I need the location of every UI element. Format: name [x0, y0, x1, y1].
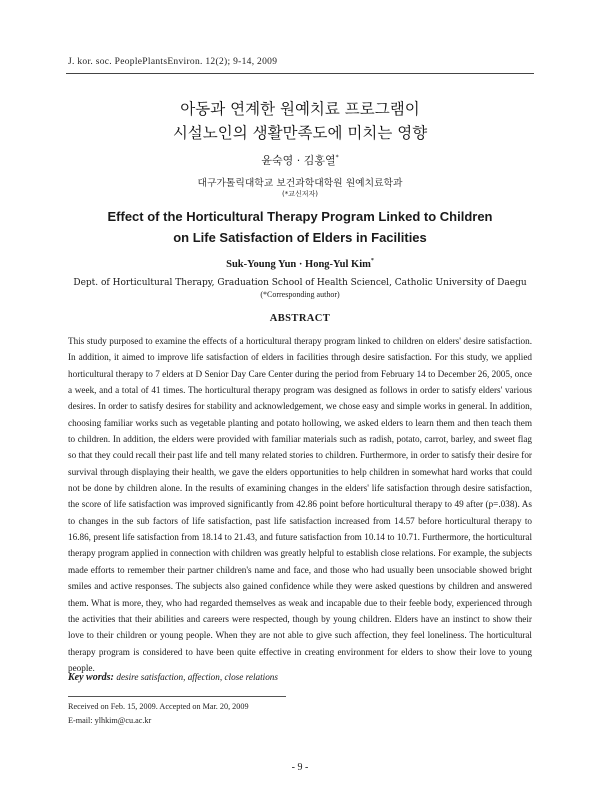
english-author-names: Suk-Young Yun · Hong-Yul Kim	[226, 259, 371, 270]
english-authors	[0, 258, 600, 270]
footnote-rule	[68, 696, 286, 697]
english-author-mark: *	[370, 258, 374, 264]
english-affiliation: Dept. of Horticultural Therapy, Graduation School of Health Sciencel, Catholic University of Daegu	[73, 278, 527, 288]
korean-author-names: 윤숙영 · 김홍열	[261, 154, 336, 167]
keywords-value: desire satisfaction, affection, close relations	[116, 672, 278, 682]
english-title-line-2: on Life Satisfaction of Elders in Facilities	[173, 230, 427, 245]
english-title-line-1: Effect of the Horticultural Therapy Program Linked to Children	[107, 209, 493, 224]
email-note: E-mail: ylhkim@cu.ac.kr	[68, 716, 152, 725]
abstract-heading: ABSTRACT	[269, 313, 331, 324]
korean-authors	[0, 152, 600, 168]
page-number: - 9 -	[291, 762, 309, 773]
english-title	[0, 206, 600, 248]
korean-title-line-1: 아동과 연계한 원예치료 프로그램이	[180, 100, 420, 118]
korean-author-mark: *	[335, 154, 339, 161]
korean-affiliation: 대구가톨릭대학교 보건과학대학원 원예치료학과	[197, 178, 403, 189]
header-rule	[66, 73, 534, 74]
abstract-body: This study purposed to examine the effects of a horticultural therapy program linked to children on elders' desire satisfaction. In addition, it aimed to improve life satisfaction of elders in facilities through desire satisfaction. For this study, we applied horticultural therapy to 7 elders at D Senior Day Care Center during the period from February 14 to December 26, 2005, once a week, and a total of 41 times. The horticultural therapy program was designed as follows in order to satisfy elders' various desires. In order to satisfy desires for stability and acknowledgement, we chose easy and simple works in general. In addition, choosing familiar works such as vegetable planting and potato hollowing, we asked elders to learn them and then teach them to children. In addition, the elders were provided with familiar materials such as radish, potato, carrot, barley, and sweet flag so that they could recall their past life and tell many related stories to children. Furthermore, in order to satisfy their desire for survival through displaying their health, we gave the elders opportunities to help children in somewhat hard works that could not be done by children alone. In the results of examining changes in the elders' life satisfaction through desire satisfaction, the score of life satisfaction was improved significantly from 42.86 point before horticultural therapy to 49 after (p=.038). As to changes in the sub factors of life satisfaction, past life satisfaction increased from 14.57 before horticultural therapy to 16.86, present life satisfaction from 18.14 to 21.43, and future satisfaction from 10.14 to 10.71. Furthermore, the horticultural therapy program applied in connection with children was greatly helpful to establish close relations. For example, the subjects made efforts to remember their partner children's name and face, and those who had usually been unsociable showed bright smiles and active responses. The subjects also gained confidence while they were asked questions by children and answered them. What is more, they, who had regarded themselves as weak and incapable due to their feeble body, experienced through the activities that their abilities and careers were respected, though by young children. Elders have an instinct to show their love to their children or young people. When they are not able to give such affection, they feel loneliness. The horticultural therapy program is considered to have been quite effective in creating environment for elders to show their love to young people.	[68, 336, 532, 673]
english-corresponding-note: (*Corresponding author)	[260, 290, 340, 299]
korean-title-line-2: 시설노인의 생활만족도에 미치는 영향	[172, 124, 428, 142]
korean-corresponding-note: (*교신저자)	[281, 190, 318, 198]
received-note: Received on Feb. 15, 2009. Accepted on Mar. 20, 2009	[68, 702, 249, 711]
keywords	[68, 672, 278, 683]
running-head: J. kor. soc. PeoplePlantsEnviron. 12(2); 9-14, 2009	[68, 57, 278, 67]
keywords-label: Key words:	[68, 672, 114, 683]
